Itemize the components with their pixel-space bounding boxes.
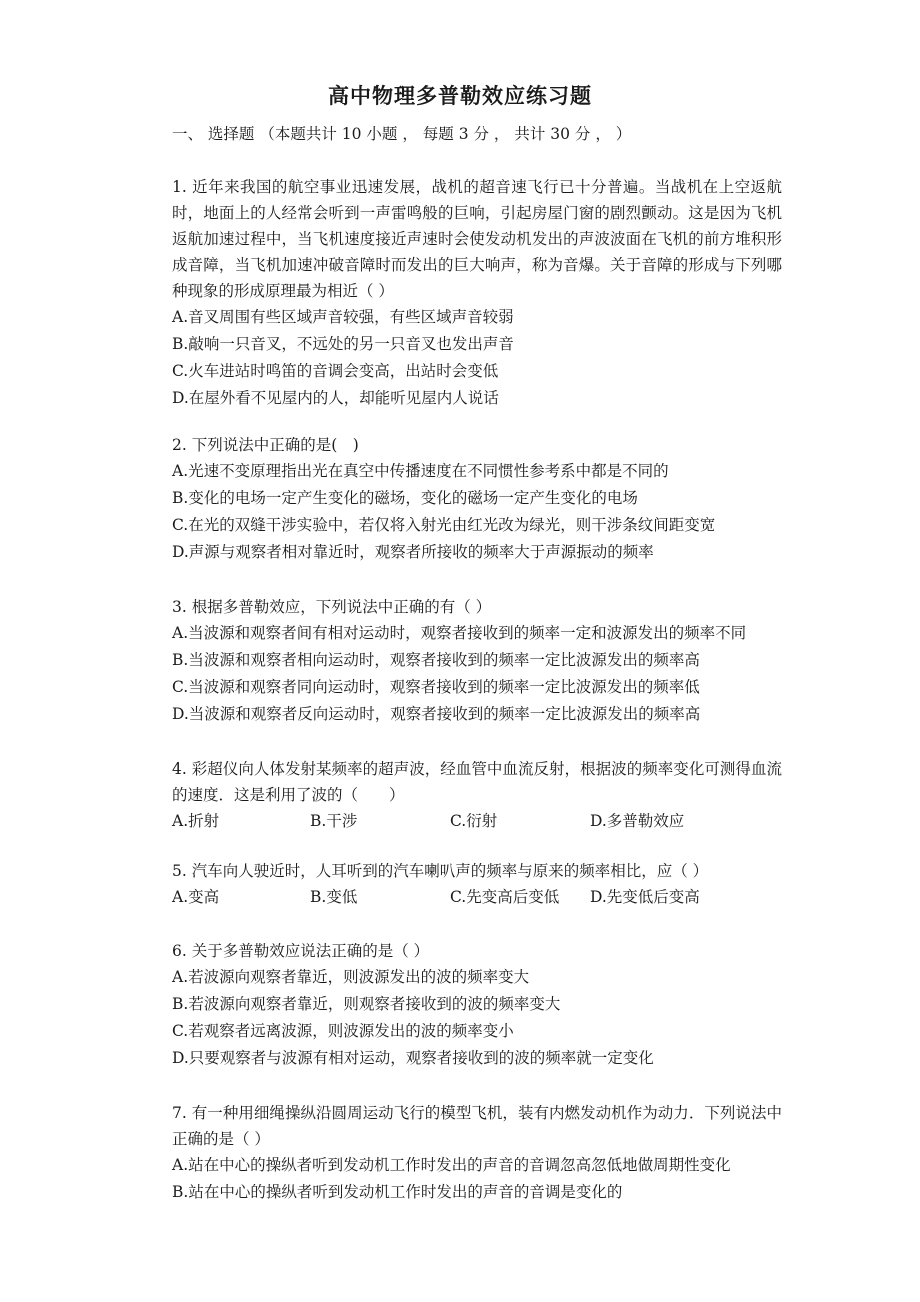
option-a: A.当波源和观察者间有相对运动时，观察者接收到的频率一定和波源发出的频率不同 <box>172 624 747 642</box>
option-c: C.在光的双缝干涉实验中，若仅将入射光由红光改为绿光，则干涉条纹间距变宽 <box>172 516 716 534</box>
option-a: A.折射 <box>172 812 220 830</box>
option-b: B.敲响一只音叉，不远处的另一只音叉也发出声音 <box>172 335 514 353</box>
question-3 <box>172 594 782 728</box>
option-b: B.变低 <box>310 888 358 906</box>
options-row <box>172 808 782 835</box>
option-b: B.变化的电场一定产生变化的磁场，变化的磁场一定产生变化的电场 <box>172 489 638 507</box>
question-stem: 2. 下列说法中正确的是( ) <box>172 436 359 454</box>
option-a: A.光速不变原理指出光在真空中传播速度在不同惯性参考系中都是不同的 <box>172 462 669 480</box>
option-b: B.站在中心的操纵者听到发动机工作时发出的声音的音调是变化的 <box>172 1183 623 1201</box>
option-d: D.当波源和观察者反向运动时，观察者接收到的频率一定比波源发出的频率高 <box>172 705 701 723</box>
option-a: A.音叉周围有些区域声音较强，有些区域声音较弱 <box>172 308 514 326</box>
option-a: A.若波源向观察者靠近，则波源发出的波的频率变大 <box>172 968 530 986</box>
option-a: A.站在中心的操纵者听到发动机工作时发出的声音的音调忽高忽低地做周期性变化 <box>172 1156 731 1174</box>
option-c: C.当波源和观察者同向运动时，观察者接收到的频率一定比波源发出的频率低 <box>172 678 700 696</box>
options-row <box>172 884 782 911</box>
option-d: D.在屋外看不见屋内的人，却能听见屋内人说话 <box>172 389 499 407</box>
question-stem: 7. 有一种用细绳操纵沿圆周运动飞行的模型飞机，装有内燃发动机作为动力．下列说法中正确的是（ ） <box>172 1104 782 1148</box>
question-stem: 5. 汽车向人驶近时，人耳听到的汽车喇叭声的频率与原来的频率相比，应（ ） <box>172 862 709 880</box>
option-c: C.衍射 <box>450 812 498 830</box>
option-a: A.变高 <box>172 888 220 906</box>
question-2 <box>172 432 782 566</box>
question-7 <box>172 1100 782 1206</box>
question-4 <box>172 756 782 835</box>
option-d: D.声源与观察者相对靠近时，观察者所接收的频率大于声源振动的频率 <box>172 543 654 561</box>
question-stem: 3. 根据多普勒效应，下列说法中正确的有（ ） <box>172 598 492 616</box>
option-c: C.若观察者远离波源，则波源发出的波的频率变小 <box>172 1022 514 1040</box>
section-heading: 一、 选择题 （本题共计 10 小题 ， 每题 3 分 ， 共计 30 分 ， ） <box>172 125 632 143</box>
page-title: 高中物理多普勒效应练习题 <box>328 83 592 108</box>
option-d: D.先变低后变高 <box>590 888 700 906</box>
question-6 <box>172 938 782 1072</box>
option-d: D.只要观察者与波源有相对运动，观察者接收到的波的频率就一定变化 <box>172 1049 654 1067</box>
question-stem: 4. 彩超仪向人体发射某频率的超声波，经血管中血流反射，根据波的频率变化可测得血流的速度．这是利用了波的（ ） <box>172 760 782 804</box>
question-stem: 1. 近年来我国的航空事业迅速发展，战机的超音速飞行已十分普遍。当战机在上空返航时，地面上的人经常会听到一声雷鸣般的巨响，引起房屋门窗的剧烈颤动。这是因为飞机返航加速过程中，当飞机速度接近声速时会使发动机发出的声波波面在飞机的前方堆积形成音障，当飞机加速冲破音障时而发出的巨大响声，称为音爆。关于音障的形成与下列哪种现象的形成原理最为相近（ ） <box>172 178 782 300</box>
question-stem: 6. 关于多普勒效应说法正确的是（ ） <box>172 942 430 960</box>
option-c: C.先变高后变低 <box>450 888 560 906</box>
option-b: B.若波源向观察者靠近，则观察者接收到的波的频率变大 <box>172 995 561 1013</box>
option-b: B.干涉 <box>310 812 358 830</box>
question-5 <box>172 858 782 911</box>
option-b: B.当波源和观察者相向运动时，观察者接收到的频率一定比波源发出的频率高 <box>172 651 700 669</box>
option-d: D.多普勒效应 <box>590 812 685 830</box>
option-c: C.火车进站时鸣笛的音调会变高，出站时会变低 <box>172 362 499 380</box>
question-1 <box>172 174 782 412</box>
